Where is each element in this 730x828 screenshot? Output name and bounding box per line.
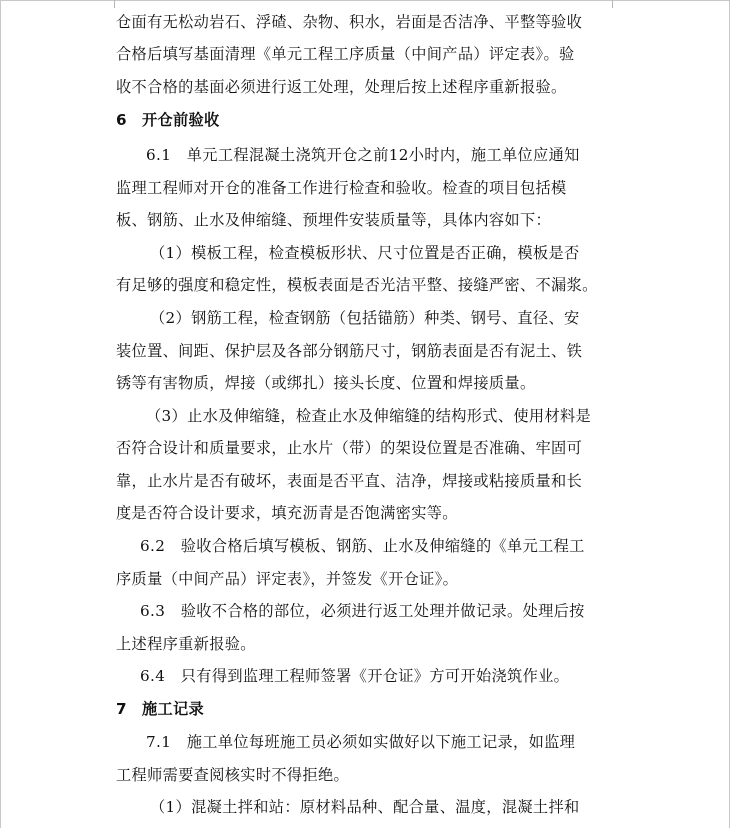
margin-corner-mark-right [612,0,623,8]
paragraph-line: 7.1 施工单位每班施工员必须如实做好以下施工记录，如监理 [146,733,576,751]
page-left-edge [0,0,1,828]
paragraph-line: 序质量（中间产品）评定表》，并签发《开仓证》。 [116,570,459,588]
paragraph-line: 锈等有害物质，焊接（或绑扎）接头长度、位置和焊接质量。 [116,374,536,392]
section-heading-6 [116,110,219,130]
paragraph-line: 靠，止水片是否有破坏，表面是否平直、洁净，焊接或粘接质量和长 [116,472,583,490]
paragraph-line: 度是否符合设计要求，填充沥青是否饱满密实等。 [116,504,458,522]
paragraph-line: 上述程序重新报验。 [116,635,256,653]
paragraph-line: 仓面有无松动岩石、浮碴、杂物、积水，岩面是否洁净、平整等验收 [116,13,583,31]
paragraph-line: 6.1 单元工程混凝土浇筑开仓之前12小时内，施工单位应通知 [146,146,580,164]
paragraph-line: （3）止水及伸缩缝，检查止水及伸缩缝的结构形式、使用材料是 [146,407,592,425]
paragraph-line: 6.3 验收不合格的部位，必须进行返工处理并做记录。处理后按 [140,602,585,620]
paragraph-line: 板、钢筋、止水及伸缩缝、预埋件安装质量等，具体内容如下： [116,211,552,229]
section-heading-7 [116,699,204,719]
paragraph-line: （2）钢筋工程，检查钢筋（包括锚筋）种类、钢号、直径、安 [150,309,580,327]
paragraph-line: 收不合格的基面必须进行返工处理，处理后按上述程序重新报验。 [116,78,567,96]
paragraph-line: 工程师需要查阅核实时不得拒绝。 [116,766,350,784]
section-title: 开仓前验收 [142,111,220,129]
paragraph-line: 合格后填写基面清理《单元工程工序质量（中间产品）评定表》。验 [116,45,575,63]
section-number: 6 [116,111,127,129]
paragraph-line: 装位置、间距、保护层及各部分钢筋尺寸，钢筋表面是否有泥土、铁 [116,342,583,360]
paragraph-line: 否符合设计和质量要求，止水片（带）的架设位置是否准确、牢固可 [116,439,583,457]
paragraph-line: 6.4 只有得到监理工程师签署《开仓证》方可开始浇筑作业。 [140,667,570,685]
paragraph-line: 有足够的强度和稳定性，模板表面是否光洁平整、接缝严密、不漏浆。 [116,276,598,294]
margin-corner-mark-left [104,0,115,8]
paragraph-line: （1）模板工程，检查模板形状、尺寸位置是否正确，模板是否 [150,244,580,262]
paragraph-line: 6.2 验收合格后填写模板、钢筋、止水及伸缩缝的《单元工程工 [140,537,585,555]
section-number: 7 [116,700,127,718]
paragraph-line: （1）混凝土拌和站：原材料品种、配合量、温度，混凝土拌和 [150,798,580,816]
paragraph-line: 监理工程师对开仓的准备工作进行检查和验收。检查的项目包括模 [116,179,567,197]
section-title: 施工记录 [142,700,204,718]
